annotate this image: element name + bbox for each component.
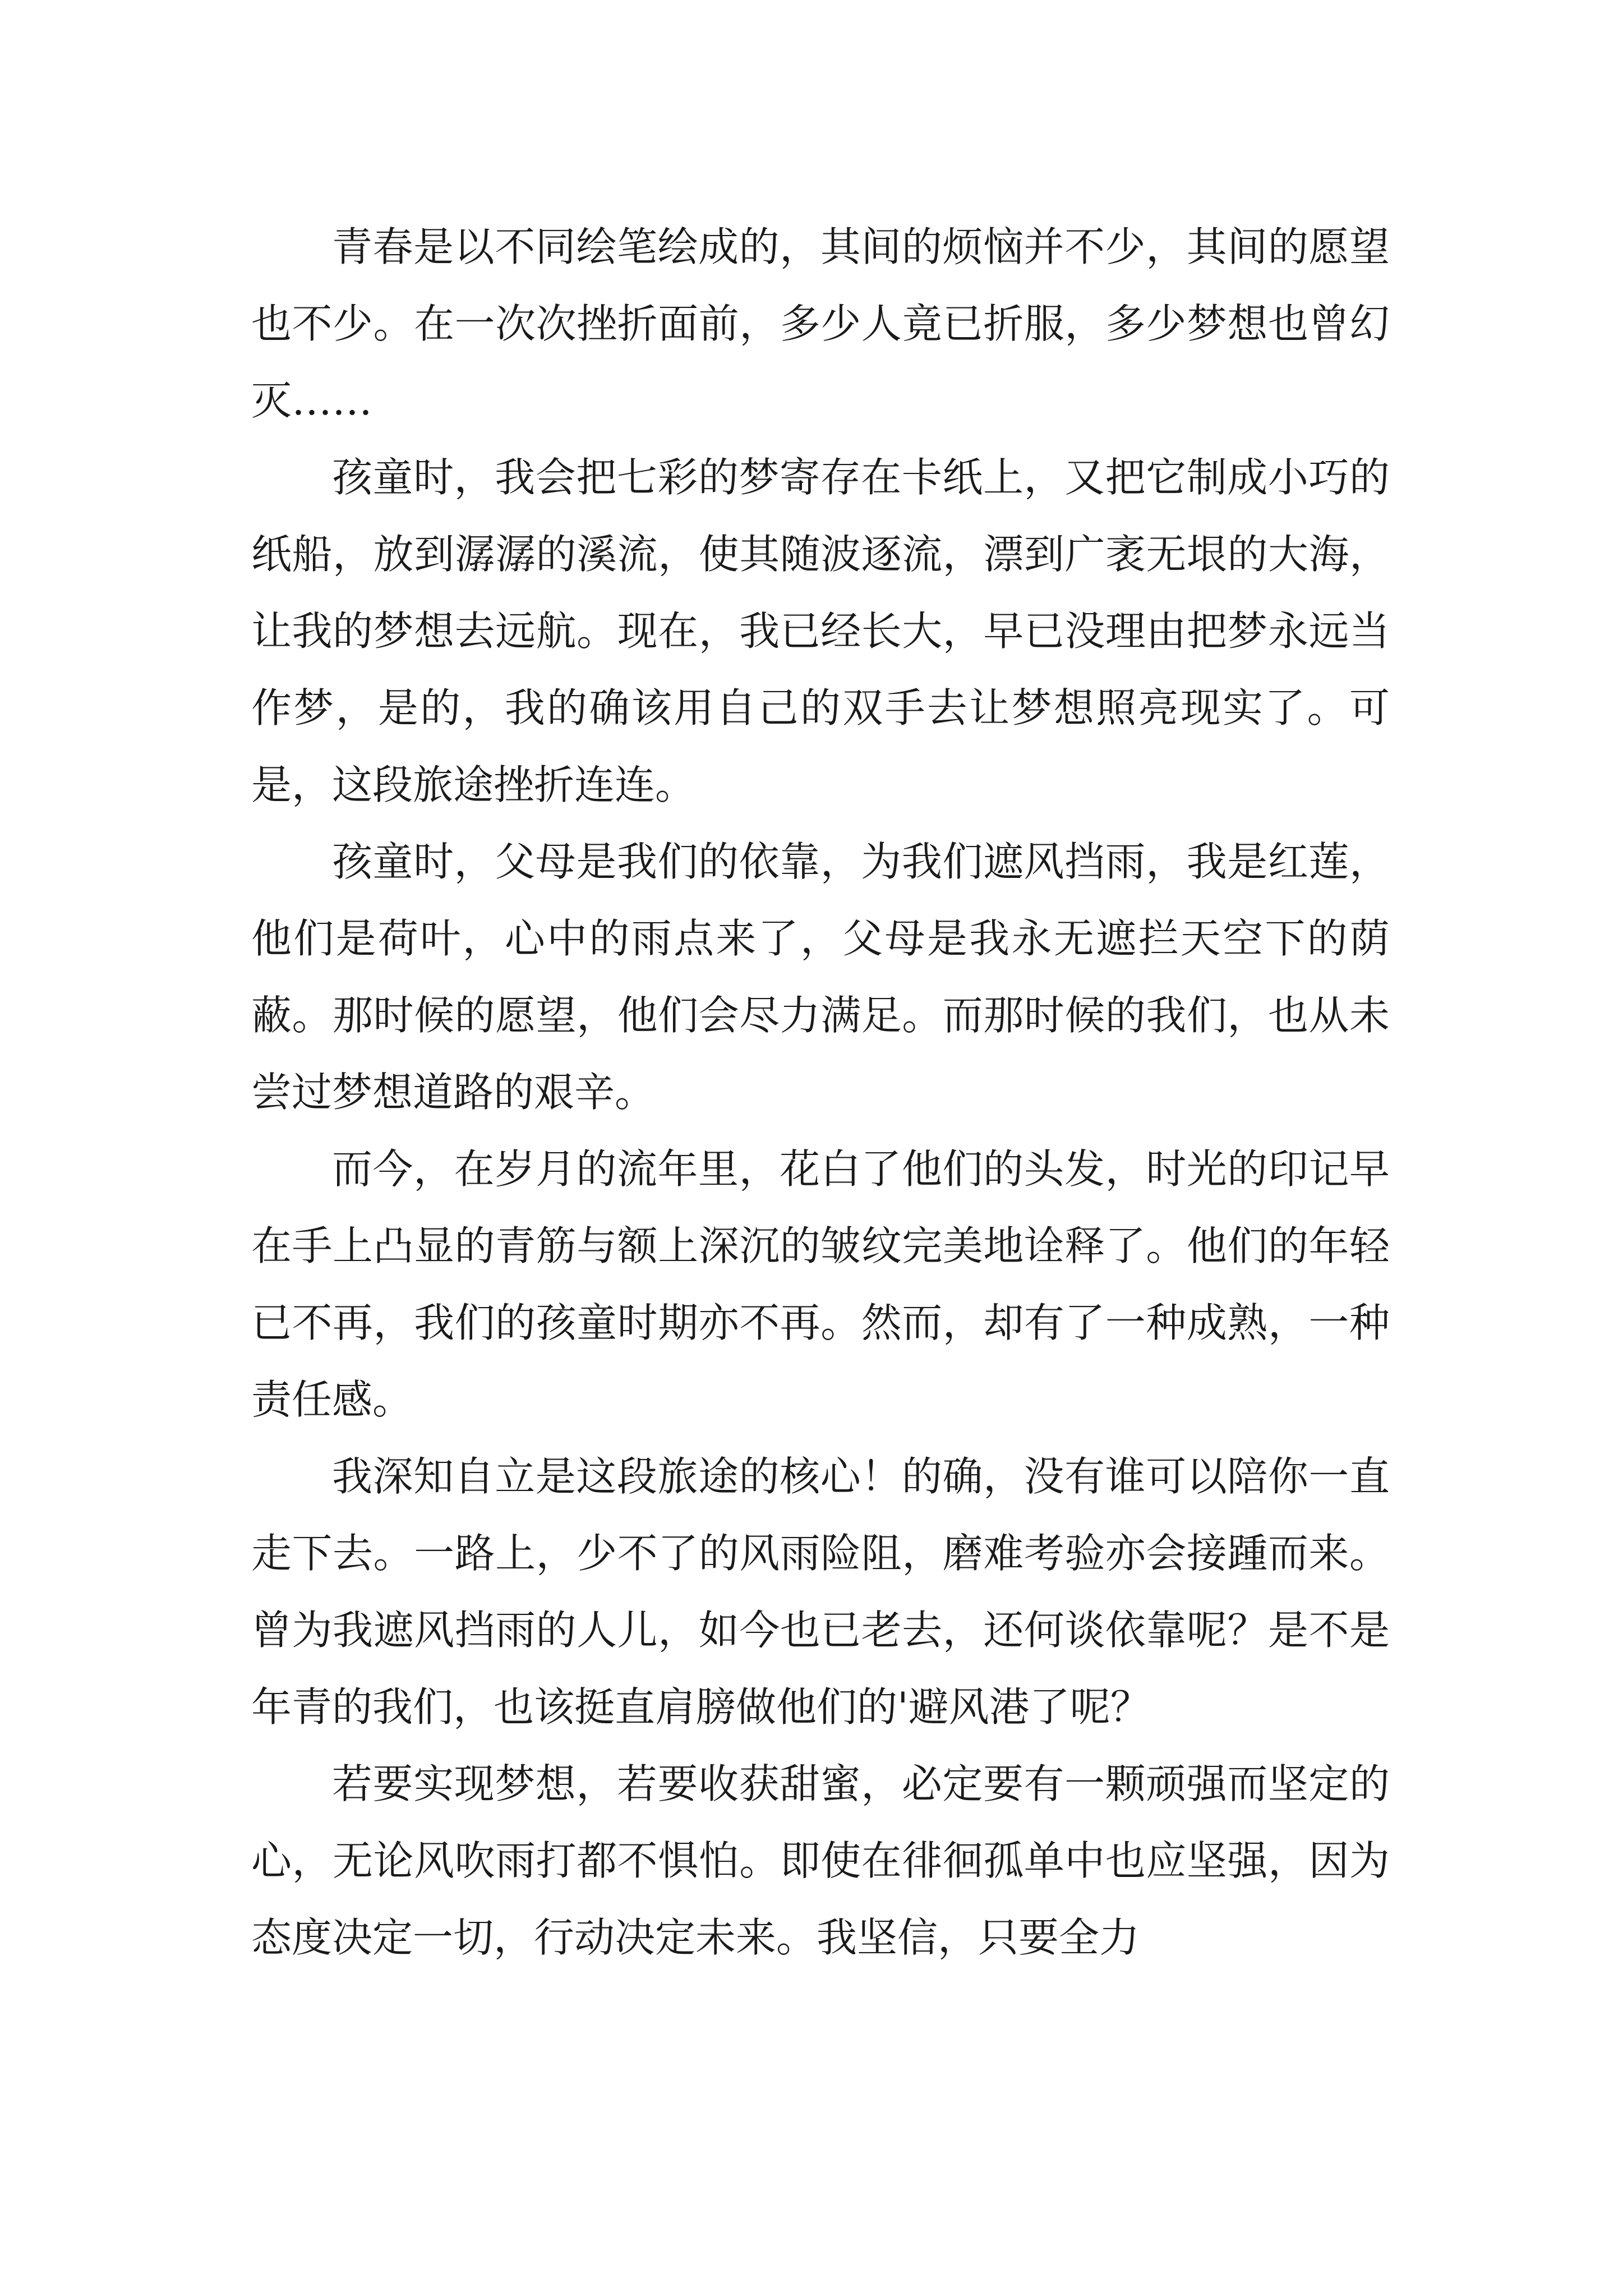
paragraph-6: 若要实现梦想，若要收获甜蜜，必定要有一颗顽强而坚定的心，无论风吹雨打都不惧怕。即使在徘徊孤单中也应坚强，因为态度决定一切，行动决定未来。我坚信，只要全力 bbox=[251, 1760, 1390, 1961]
paragraph-2: 孩童时，我会把七彩的梦寄存在卡纸上，又把它制成小巧的纸船，放到潺潺的溪流，使其随波逐流，漂到广袤无垠的大海，让我的梦想去远航。现在，我已经长大，早已没理由把梦永远当作梦，是的，我的确该用自己的双手去让梦想照亮现实了。可是，这段旅途挫折连连。 bbox=[251, 454, 1390, 808]
paragraph-5: 我深知自立是这段旅途的核心！的确，没有谁可以陪你一直走下去。一路上，少不了的风雨险阻，磨难考验亦会接踵而来。曾为我遮风挡雨的人儿，如今也已老去，还何谈依靠呢？是不是年青的我们，也该挺直肩膀做他们的'避风港了呢？ bbox=[251, 1453, 1390, 1731]
paragraph-3: 孩童时，父母是我们的依靠，为我们遮风挡雨，我是红莲，他们是荷叶，心中的雨点来了，父母是我永无遮拦天空下的荫蔽。那时候的愿望，他们会尽力满足。而那时候的我们，也从未尝过梦想道路的艰辛。 bbox=[251, 838, 1390, 1116]
paragraph-4: 而今，在岁月的流年里，花白了他们的头发，时光的印记早在手上凸显的青筋与额上深沉的皱纹完美地诠释了。他们的年轻已不再，我们的孩童时期亦不再。然而，却有了一种成熟，一种责任感。 bbox=[251, 1145, 1390, 1423]
paragraph-1: 青春是以不同绘笔绘成的，其间的烦恼并不少，其间的愿望也不少。在一次次挫折面前，多少人竟已折服，多少梦想也曾幻灭…… bbox=[251, 223, 1390, 424]
document-body bbox=[251, 209, 1390, 1976]
